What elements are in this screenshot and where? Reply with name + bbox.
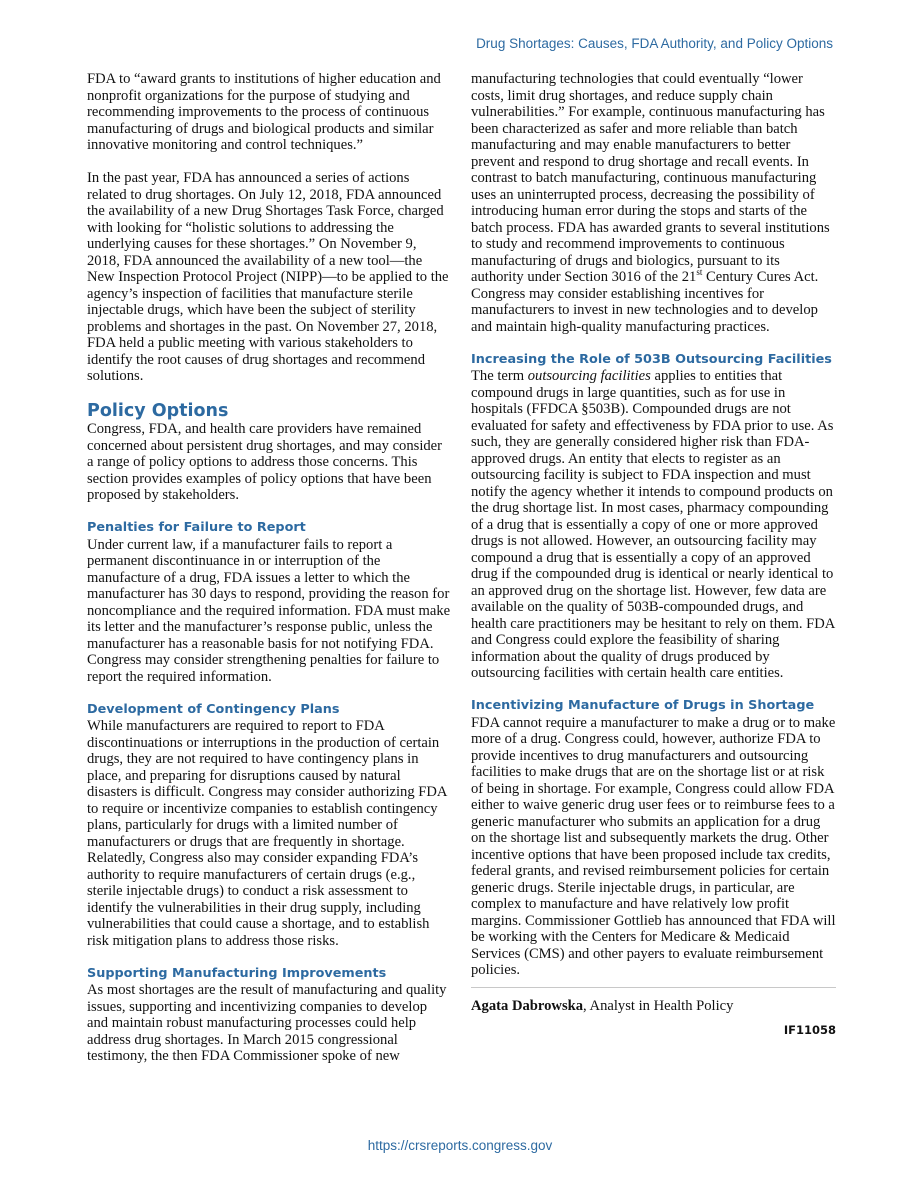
author-title: , Analyst in Health Policy <box>583 997 734 1014</box>
heading-supporting-manufacturing: Supporting Manufacturing Improvements <box>87 965 387 981</box>
paragraph-manufacturing-technologies <box>471 71 836 335</box>
paragraph-penalties: Under current law, if a manufacturer fails to report a permanent discontinuance in or interruption of the manufacture of a drug, FDA issues a letter to which the manufacturer has 30 days to respond, providing the reason for noncompliance and the required information. FDA must make its letter and the manufacturer’s response public, unless the manufacturer has a reasonable basis for not notifying FDA. Congress may consider strengthening penalties for failure to report the required information. <box>87 536 451 685</box>
author-line <box>471 998 836 1015</box>
paragraph-contingency-plans: While manufacturers are required to report to FDA discontinuations or interruptions in the production of certain drugs, they are not required to have contingency plans in place, and preparing for disruptions caused by natural disasters is difficult. Congress may consider authorizing FDA to require or incentivize companies to establish contingency plans, particularly for drugs with a limited number of manufacturers or drugs that are frequently in shortage. Relatedly, Congress also may consider expanding FDA’s authority to require manufacturers of certain drugs (e.g., sterile injectable drugs) to conduct a risk assessment to identify the vulnerabilities in their drug supply, including vulnerabilities that could cause a shortage, and to establish risk mitigation plans to address those risks. <box>87 718 447 949</box>
heading-policy-options: Policy Options <box>87 401 229 421</box>
paragraph-policy-options: Congress, FDA, and health care providers have remained concerned about persistent drug shortages, and may consider a range of policy options to address those concerns. This section provides examples of policy options that have been proposed by stakeholders. <box>87 421 443 503</box>
left-column <box>87 71 451 1065</box>
right-column <box>471 71 836 1039</box>
paragraph-grants: FDA to “award grants to institutions of higher education and nonprofit organizations for the purpose of studying and recommending improvements to the process of continuous manufacturing of drugs and biological products and similar innovative monitoring and control techniques.” <box>87 71 441 153</box>
footer-url-link[interactable]: https://crsreports.congress.gov <box>367 1138 553 1153</box>
document-id: IF11058 <box>783 1023 836 1037</box>
author-name: Agata Dabrowska <box>471 997 584 1014</box>
heading-503b-facilities: Increasing the Role of 503B Outsourcing Facilities <box>471 351 832 367</box>
author-divider <box>471 987 836 988</box>
paragraph-503b-facilities <box>471 368 836 682</box>
heading-incentivizing-manufacture: Incentivizing Manufacture of Drugs in Shortage <box>471 698 815 713</box>
emphasis-term: outsourcing facilities <box>527 368 651 384</box>
paragraph-incentivizing-manufacture: FDA cannot require a manufacturer to make a drug or to make more of a drug. Congress could, however, authorize FDA to provide incentives to drug manufacturers and outsourcing facilities to make drugs that are on the shortage list or at risk of being in shortage. For example, Congress could allow FDA either to waive generic drug user fees or to reimburse fees to a generic manufacturer who submits an application for a drug on the shortage list and subsequently markets the drug. Other incentive options that have been proposed include tax credits, federal grants, and revised reimbursement policies for certain generic drugs. Sterile injectable drugs, in particular, are complex to manufacture and have relatively low profit margins. Commissioner Gottlieb has announced that FDA will be working with the Centers for Medicare & Medicaid Services (CMS) and other payers to evaluate reimbursement policies. <box>471 714 836 978</box>
paragraph-fda-actions: In the past year, FDA has announced a series of actions related to drug shortages. On July 12, 2018, FDA announced the availability of a new Drug Shortages Task Force, charged with looking for “holistic solutions to addressing the underlying causes for these shortages.” On November 9, 2018, FDA announced the availability of a new tool—the New Inspection Protocol Project (NIPP)—to be applied to the agency’s inspection of facilities that manufacture sterile injectable drugs, which have been the subject of sterility problems and shortages in the past. On November 27, 2018, FDA held a public meeting with various stakeholders to identify the root causes of drug shortages and recommend solutions. <box>87 170 449 384</box>
text-run: The term <box>471 368 528 384</box>
text-run: applies to entities that compound drugs in large quantities, such as for use in hospitals (FFDCA §503B). Compounded drugs are not evaluated for safety and effectiveness by FDA prior to use. As such, they are generally considered higher risk than FDA-approved drugs. An entity that elects to register as an outsourcing facility is subject to FDA inspection and must notify the agency whether it intends to compound products on the drug shortage list. In most cases, pharmacy compounding of a drug that is essentially a copy of one or more approved drugs is not allowed. However, an outsourcing facility may compound a drug that is essentially a copy of an approved drug if the compounded drug is identical or nearly identical to an approved drug on the shortage list. However, few data are available on the quality of 503B-compounded drugs, and health care practitioners may be hesitant to rely on them. FDA and Congress could explore the feasibility of sharing information about the quality of drugs produced by outsourcing facilities with certain health care entities. <box>471 368 835 681</box>
text-run: Century Cures Act. Congress may consider establishing incentives for manufacturers to invest in new technologies and to develop and maintain high-quality manufacturing practices. <box>471 269 819 335</box>
paragraph-supporting-manufacturing: As most shortages are the result of manufacturing and quality issues, supporting and incentivizing companies to develop and maintain robust manufacturing processes could help address drug shortages. In March 2015 congressional testimony, the then FDA Commissioner spoke of new <box>87 982 447 1064</box>
heading-contingency-plans: Development of Contingency Plans <box>87 701 340 717</box>
superscript: st <box>696 267 703 278</box>
running-header: Drug Shortages: Causes, FDA Authority, and Policy Options <box>476 36 833 51</box>
text-run: manufacturing technologies that could eventually “lower costs, limit drug shortages, and reduce supply chain vulnerabilities.” For example, continuous manufacturing has been characterized as safer and more reliable than batch manufacturing and may enable manufacturers to better prevent and respond to drug shortage and recall events. In contrast to batch manufacturing, continuous manufacturing uses an uninterrupted process, decreasing the possibility of introducing human error during the stops and starts of the batch process. FDA has awarded grants to several institutions to study and recommend improvements to continuous manufacturing of drugs and biologics, pursuant to its authority under Section 3016 of the 21 <box>471 71 830 285</box>
heading-penalties: Penalties for Failure to Report <box>87 520 306 535</box>
